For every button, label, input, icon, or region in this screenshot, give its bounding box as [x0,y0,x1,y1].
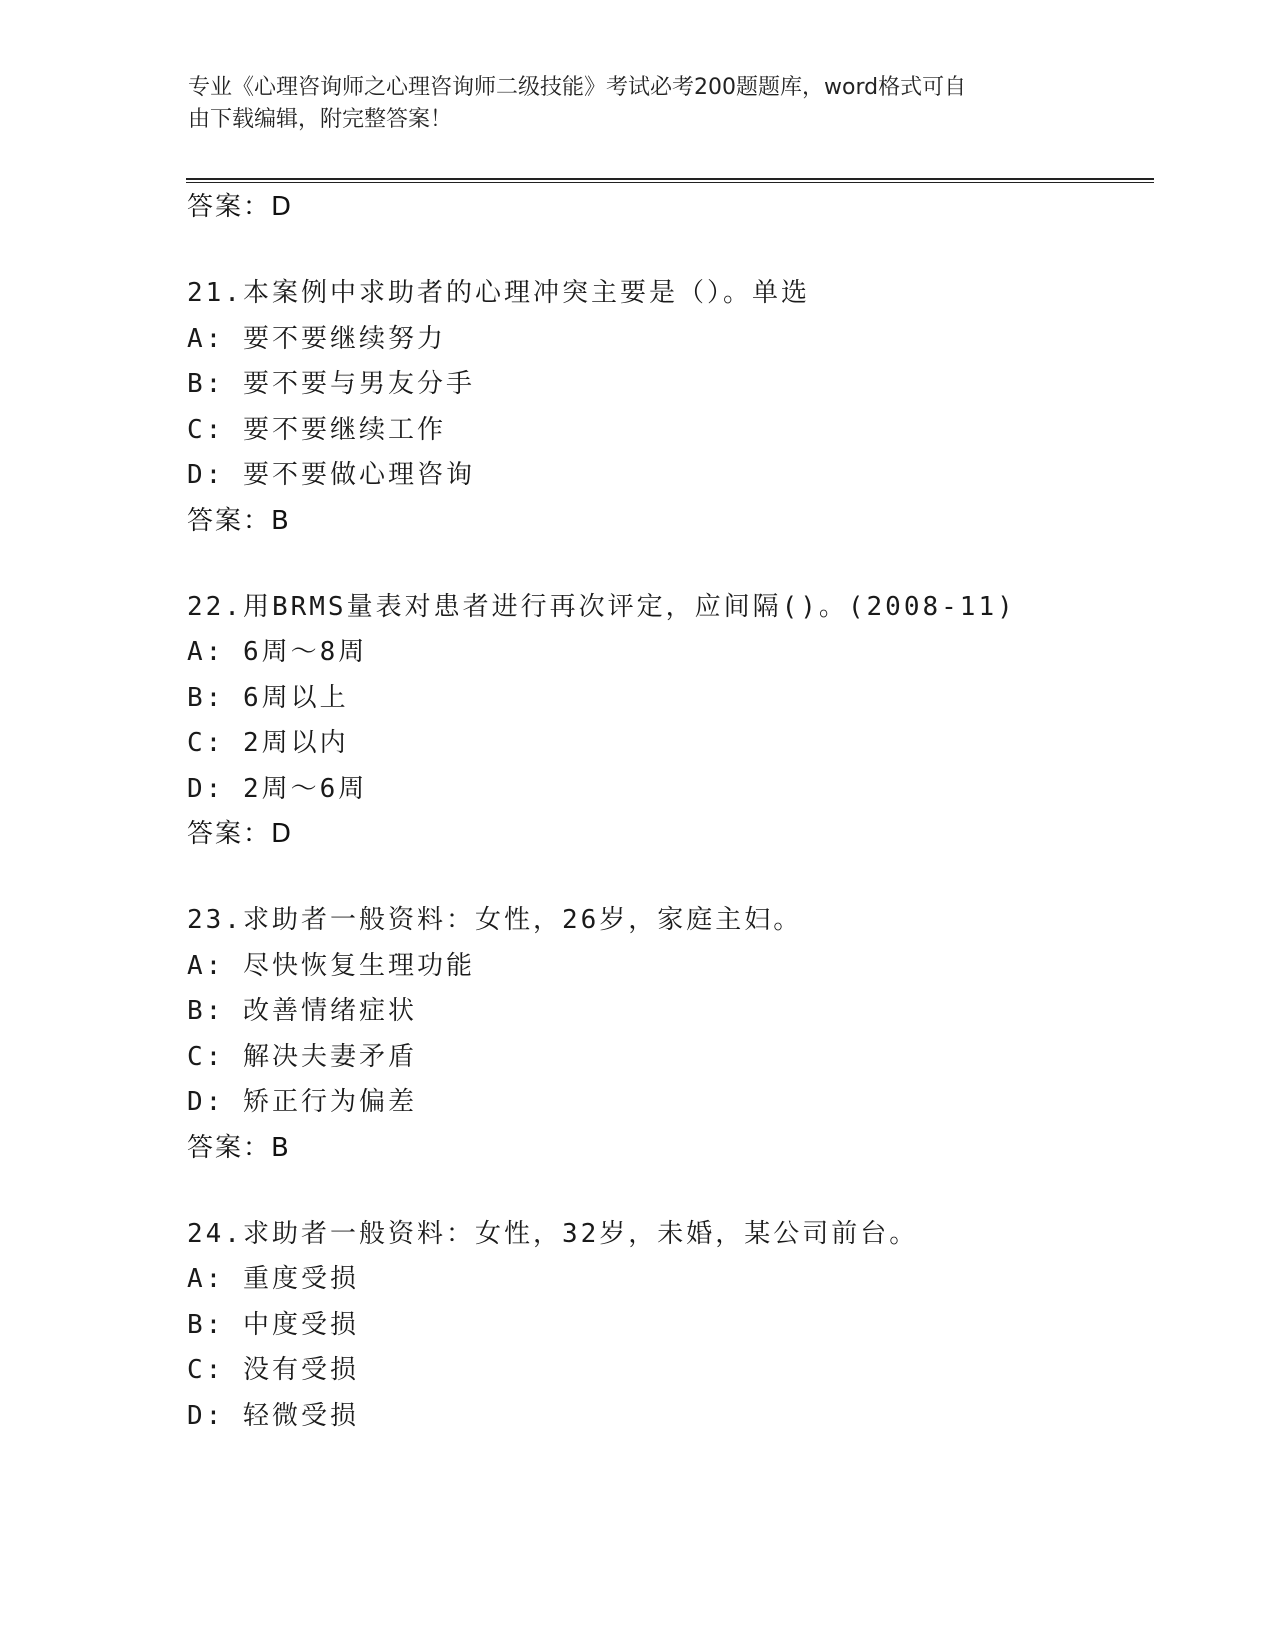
option-a: A: 6周～8周 [187,637,368,667]
header-divider-thin [186,182,1154,183]
option-a: A: 要不要继续努力 [187,323,446,354]
question-block [187,590,1167,852]
header-line-2: 由下载编辑，附完整答案！ [188,107,453,132]
question-block [187,276,1167,538]
option-b: B: 要不要与男友分手 [187,369,475,399]
question-stem: 21.本案例中求助者的心理冲突主要是（）。单选 [187,278,810,308]
answer-line: 答案：B [187,505,291,536]
question-stem: 23.求助者一般资料：女性，26岁，家庭主妇。 [187,905,803,935]
option-d: D: 矫正行为偏差 [187,1087,417,1117]
question-block [187,1217,1167,1433]
answer-line: 答案：B [187,1132,291,1163]
option-c: C: 要不要继续工作 [187,414,446,445]
option-a: A: 重度受损 [187,1264,359,1294]
option-d: D: 2周～6周 [187,773,368,804]
header-divider-thick [186,178,1154,180]
question-list [187,190,1167,1444]
option-b: B: 6周以上 [187,682,349,713]
option-c: C: 解决夫妻矛盾 [187,1041,417,1072]
option-c: C: 2周以内 [187,728,349,758]
option-c: C: 没有受损 [187,1355,359,1385]
question-stem: 22.用BRMS量表对患者进行再次评定，应间隔()。(2008-11) [187,591,1016,622]
answer-line: 答案：D [187,192,294,222]
question-stem: 24.求助者一般资料：女性，32岁，未婚，某公司前台。 [187,1218,919,1249]
option-d: D: 要不要做心理咨询 [187,460,475,490]
question-block [187,903,1167,1165]
answer-line: 答案：D [187,819,294,849]
option-d: D: 轻微受损 [187,1400,359,1431]
document-header [188,72,1068,136]
header-line-1: 专业《心理咨询师之心理咨询师二级技能》考试必考200题题库，word格式可自 [188,75,967,100]
option-b: B: 改善情绪症状 [187,996,417,1026]
option-a: A: 尽快恢复生理功能 [187,950,475,981]
option-b: B: 中度受损 [187,1309,359,1340]
